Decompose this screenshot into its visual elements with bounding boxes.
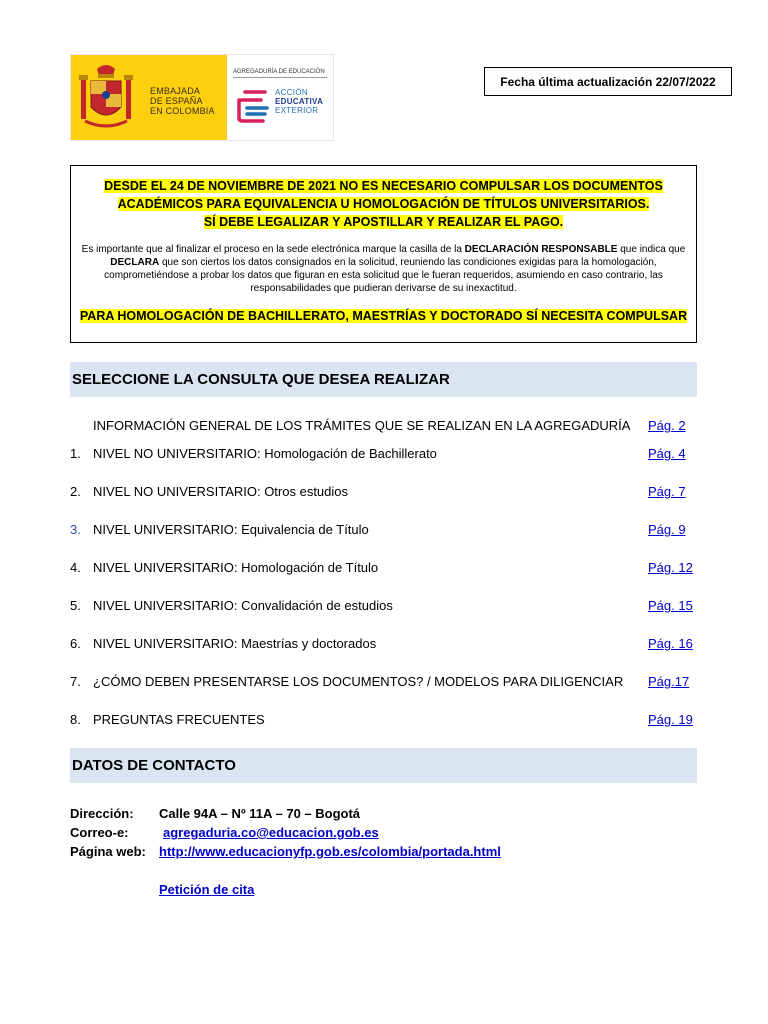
embassy-line-2: DE ESPAÑA	[150, 96, 203, 106]
consulta-section-title: SELECCIONE LA CONSULTA QUE DESEA REALIZAR	[70, 362, 697, 397]
accion-line-3: EXTERIOR	[275, 106, 319, 115]
notice-heading	[71, 177, 696, 231]
list-item-number: 8.	[70, 712, 81, 727]
web-label: Página web:	[70, 844, 146, 859]
last-update-text: Fecha última actualización 22/07/2022	[500, 74, 716, 89]
page-link-9[interactable]: Pág. 9	[648, 522, 686, 537]
embassy-name	[150, 86, 215, 116]
page-link-12[interactable]: Pág. 12	[648, 560, 693, 575]
page-link-2[interactable]: Pág. 2	[648, 418, 686, 433]
contacto-section-title: DATOS DE CONTACTO	[70, 748, 697, 783]
coat-of-arms-icon	[77, 61, 135, 135]
list-item	[70, 522, 697, 540]
list-item-label: NIVEL UNIVERSITARIO: Equivalencia de Título	[93, 522, 369, 537]
list-item	[70, 484, 697, 502]
notice-heading-line-1: DESDE EL 24 DE NOVIEMBRE DE 2021 NO ES NECESARIO COMPULSAR LOS DOCUMENTOS	[104, 179, 663, 193]
page-link-15[interactable]: Pág. 15	[648, 598, 693, 613]
correo-label: Correo-e:	[70, 825, 129, 840]
page-link-17[interactable]: Pág.17	[648, 674, 690, 689]
direccion-value: Calle 94A – Nº 11A – 70 – Bogotá	[159, 806, 361, 821]
last-update-box	[484, 67, 732, 96]
list-item	[70, 446, 697, 464]
declara-term: DECLARA	[110, 257, 160, 268]
list-item	[70, 418, 697, 436]
list-item-label: INFORMACIÓN GENERAL DE LOS TRÁMITES QUE SE REALIZAN EN LA AGREGADURÍA	[93, 418, 631, 433]
declaracion-responsable: DECLARACIÓN RESPONSABLE	[464, 244, 618, 255]
accion-line-1: ACCIÓN	[275, 88, 308, 97]
list-item-label: NIVEL NO UNIVERSITARIO: Otros estudios	[93, 484, 349, 499]
list-item-number: 2.	[70, 484, 81, 499]
list-item	[70, 712, 697, 730]
list-item	[70, 674, 697, 692]
list-item-label: NIVEL UNIVERSITARIO: Homologación de Título	[93, 560, 379, 575]
list-item-number: 6.	[70, 636, 81, 651]
list-item-label: ¿CÓMO DEBEN PRESENTARSE LOS DOCUMENTOS? / MODELOS PARA DILIGENCIAR	[93, 674, 624, 689]
list-item-label: PREGUNTAS FRECUENTES	[93, 712, 265, 727]
notice-footer	[71, 309, 696, 323]
list-item-number: 1.	[70, 446, 81, 461]
agregaduria-label: AGREGADURÍA DE EDUCACIÓN	[233, 69, 325, 75]
notice-body-part-1: Es importante que al finalizar el proceso en la sede electrónica marque la casilla de la	[81, 244, 465, 255]
direccion-label: Dirección:	[70, 806, 134, 821]
appointment-link[interactable]: Petición de cita	[159, 882, 255, 897]
accion-educativa-text	[275, 88, 323, 115]
list-item	[70, 598, 697, 616]
embassy-line-1: EMBAJADA	[150, 86, 201, 96]
embassy-logo-panel	[71, 55, 227, 140]
list-item-number: 7.	[70, 674, 81, 689]
list-item	[70, 560, 697, 578]
list-item-number: 4.	[70, 560, 81, 575]
page-link-19[interactable]: Pág. 19	[648, 712, 693, 727]
list-item-label: NIVEL UNIVERSITARIO: Maestrías y doctorados	[93, 636, 377, 651]
page-link-16[interactable]: Pág. 16	[648, 636, 693, 651]
notice-footer-text: PARA HOMOLOGACIÓN DE BACHILLERATO, MAESTRÍAS Y DOCTORADO SÍ NECESITA COMPULSAR	[79, 309, 688, 323]
embassy-line-3: EN COLOMBIA	[150, 106, 215, 116]
notice-heading-line-2: ACADÉMICOS PARA EQUIVALENCIA U HOMOLOGACIÓN DE TÍTULOS UNIVERSITARIOS.	[117, 197, 650, 211]
list-item-label: NIVEL UNIVERSITARIO: Convalidación de estudios	[93, 598, 393, 613]
notice-body	[77, 243, 690, 295]
notice-box	[70, 165, 697, 343]
list-item-label: NIVEL NO UNIVERSITARIO: Homologación de Bachillerato	[93, 446, 437, 461]
list-item-number: 5.	[70, 598, 81, 613]
notice-heading-line-3: SÍ DEBE LEGALIZAR Y APOSTILLAR Y REALIZAR EL PAGO.	[203, 215, 564, 229]
email-link[interactable]: agregaduria.co@educacion.gob.es	[163, 825, 379, 840]
page-link-4[interactable]: Pág. 4	[648, 446, 686, 461]
embassy-logo	[70, 54, 334, 141]
page-link-7[interactable]: Pág. 7	[648, 484, 686, 499]
website-link[interactable]: http://www.educacionyfp.gob.es/colombia/portada.html	[159, 844, 501, 859]
list-item	[70, 636, 697, 654]
accion-line-2: EDUCATIVA	[275, 97, 324, 106]
notice-body-part-3: que son ciertos los datos consignados en la solicitud, reuniendo las condiciones exigidas para la homologación, comprometiéndose a probar los datos que figuran en esta solicitud que le fueran requeridos, asumiendo en caso contrario, las responsabilidades que pudieran derivarse de su inexactitud.	[104, 257, 663, 294]
list-item-number: 3.	[70, 522, 81, 537]
accion-educativa-logo-icon	[235, 88, 271, 124]
logo-divider	[233, 77, 327, 78]
notice-body-part-2: que indica que	[617, 244, 686, 255]
